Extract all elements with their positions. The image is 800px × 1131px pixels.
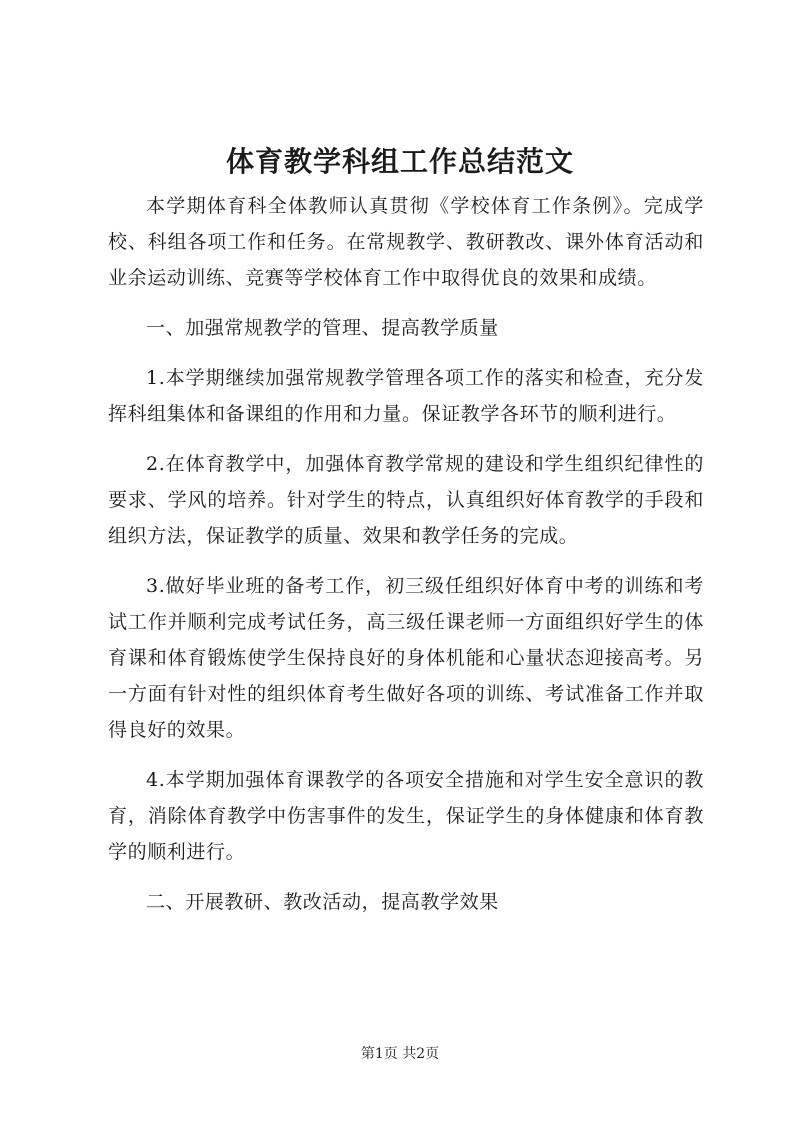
document-body — [108, 188, 704, 934]
section-1-item-4: 4.本学期加强体育课教学的各项安全措施和对学生安全意识的教育，消除体育教学中伤害事件的发生，保证学生的身体健康和体育教学的顺利进行。 — [108, 769, 704, 863]
page-footer: 第1页 共2页 — [360, 1046, 440, 1062]
section-2-heading: 二、开展教研、教改活动，提高教学效果 — [146, 891, 499, 913]
intro-paragraph: 本学期体育科全体教师认真贯彻《学校体育工作条例》。完成学校、科组各项工作和任务。在常规教学、教研教改、课外体育活动和业余运动训练、竞赛等学校体育工作中取得优良的效果和成绩。 — [108, 195, 704, 289]
section-1-heading: 一、加强常规教学的管理、提高教学质量 — [146, 317, 499, 339]
document-title: 体育教学科组工作总结范文 — [225, 145, 574, 178]
section-1-item-3: 3.做好毕业班的备考工作，初三级任组织好体育中考的训练和考试工作并顺利完成考试任务，高三级任课老师一方面组织好学生的体育课和体育锻炼使学生保持良好的身体机能和心量状态迎接高考。另一方面有针对性的组织体育考生做好各项的训练、考试准备工作并取得良好的效果。 — [108, 575, 704, 741]
section-1-item-2: 2.在体育教学中，加强体育教学常规的建设和学生组织纪律性的要求、学风的培养。针对学生的特点，认真组织好体育教学的手段和组织方法，保证教学的质量、效果和教学任务的完成。 — [108, 453, 704, 547]
section-1-item-1: 1.本学期继续加强常规教学管理各项工作的落实和检查，充分发挥科组集体和备课组的作用和力量。保证教学各环节的顺利进行。 — [108, 367, 704, 425]
